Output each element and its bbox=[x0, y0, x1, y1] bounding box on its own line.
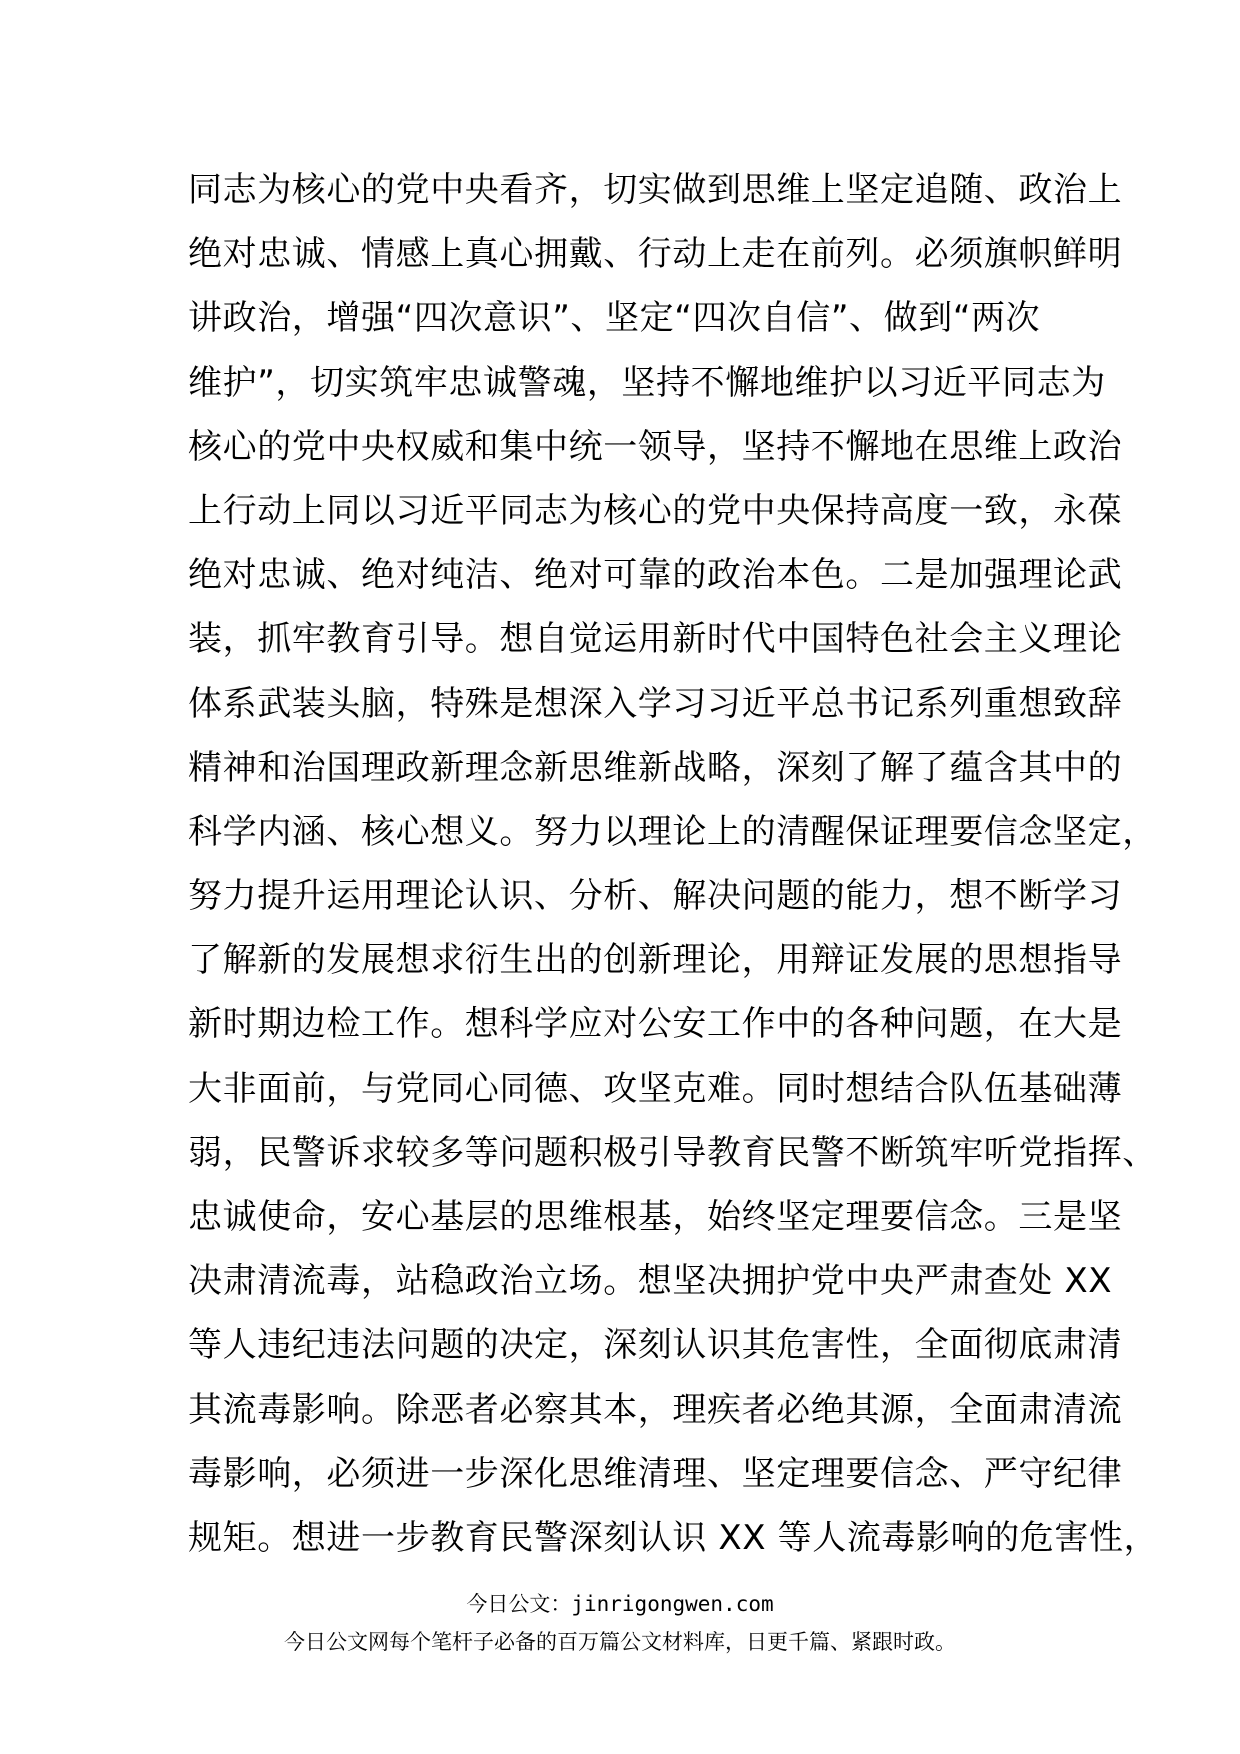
text-line: 维护”，切实筑牢忠诚警魂，坚持不懈地维护以习近平同志为 bbox=[188, 362, 1106, 403]
text-line: 绝对忠诚、情感上真心拥戴、行动上走在前列。必须旗帜鲜明 bbox=[188, 234, 1123, 275]
text-line: 决肃清流毒，站稳政治立场。想坚决拥护党中央严肃查处 XX bbox=[188, 1261, 1113, 1302]
text-line: 毒影响，必须进一步深化思维清理、坚定理要信念、严守纪律 bbox=[188, 1453, 1123, 1494]
text-line: 弱，民警诉求较多等问题积极引导教育民警不断筑牢听党指挥、 bbox=[188, 1132, 1157, 1173]
footer-site-label: 今日公文： bbox=[466, 1592, 572, 1616]
text-line: 同志为核心的党中央看齐，切实做到思维上坚定追随、政治上 bbox=[188, 170, 1123, 210]
text-line: 上行动上同以习近平同志为核心的党中央保持高度一致，永葆 bbox=[188, 490, 1123, 531]
text-line: 新时期边检工作。想科学应对公安工作中的各种问题，在大是 bbox=[188, 1004, 1123, 1045]
footer-slogan: 今日公文网每个笔杆子必备的百万篇公文材料库，日更千篇、紧跟时政。 bbox=[284, 1630, 956, 1654]
text-line: 体系武装头脑，特殊是想深入学习习近平总书记系列重想致辞 bbox=[188, 683, 1123, 724]
text-line: 忠诚使命，安心基层的思维根基，始终坚定理要信念。三是坚 bbox=[188, 1197, 1123, 1237]
text-line: 讲政治，增强“四次意识”、坚定“四次自信”、做到“两次 bbox=[188, 298, 1041, 339]
text-line: 科学内涵、核心想义。努力以理论上的清醒保证理要信念坚定， bbox=[188, 811, 1157, 852]
text-line: 核心的党中央权威和集中统一领导，坚持不懈地在思维上政治 bbox=[188, 426, 1123, 467]
text-line: 绝对忠诚、绝对纯洁、绝对可靠的政治本色。二是加强理论武 bbox=[188, 555, 1123, 596]
text-line: 了解新的发展想求衍生出的创新理论，用辩证发展的思想指导 bbox=[188, 940, 1123, 981]
body-text bbox=[188, 158, 1159, 1570]
text-line: 规矩。想进一步教育民警深刻认识 XX 等人流毒影响的危害性， bbox=[188, 1517, 1159, 1558]
text-line: 努力提升运用理论认识、分析、解决问题的能力，想不断学习 bbox=[188, 876, 1123, 917]
footer-source bbox=[0, 1590, 1240, 1618]
footer-site-url[interactable]: jinrigongwen.com bbox=[571, 1592, 774, 1616]
text-line: 其流毒影响。除恶者必察其本，理疾者必绝其源，全面肃清流 bbox=[188, 1389, 1123, 1430]
text-line: 等人违纪违法问题的决定，深刻认识其危害性，全面彻底肃清 bbox=[188, 1325, 1123, 1366]
text-line: 装，抓牢教育引导。想自觉运用新时代中国特色社会主义理论 bbox=[188, 619, 1123, 660]
text-line: 精神和治国理政新理念新思维新战略，深刻了解了蕴含其中的 bbox=[188, 747, 1123, 788]
text-line: 大非面前，与党同心同德、攻坚克难。同时想结合队伍基础薄 bbox=[188, 1068, 1123, 1109]
